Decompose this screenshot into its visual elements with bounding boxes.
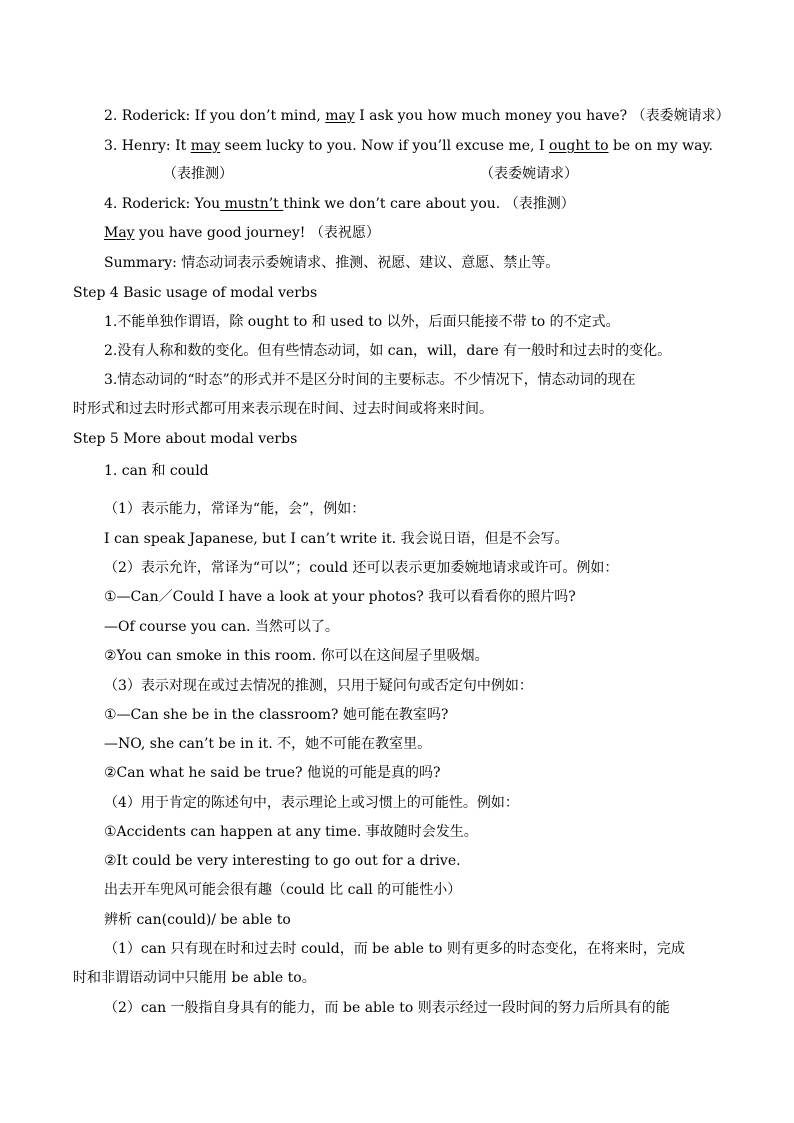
underlined-modal-mustnt: mustn’t [220,196,284,212]
text-line-6: Summary: 情态动词表示委婉请求、推测、祝愿、建议、意愿、禁止等。 [104,255,560,271]
text-line-3a: （表推测） [163,166,233,182]
text-line-16: （2）表示允许，常译为“可以”；could 还可以表示更加委婉地请求或许可。例如： [104,560,619,576]
section-heading-step5: Step 5 More about modal verbs [73,431,298,447]
text-line-31: （2）can 一般指自身具有的能力，而 be able to 则表示经过一段时间的努力后所具有的能 [104,1000,670,1016]
text-run: I ask you how much money you have? （表委婉请求） [354,108,730,124]
text-line-25: ①Accidents can happen at any time. 事故随时会发生。 [104,824,478,840]
text-line-30: 时和非谓语动词中只能用 be able to。 [73,970,316,986]
text-line-11: 时形式和过去时形式都可用来表示现在时间、过去时间或将来时间。 [73,401,493,417]
underlined-modal-may: may [190,138,221,154]
text-line-14: （1）表示能力，常译为“能，会”，例如： [104,501,366,517]
underlined-modal-ought-to: ought to [548,138,609,154]
text-line-1 [104,107,730,125]
text-line-15: I can speak Japanese, but I can’t write it. 我会说日语，但是不会写。 [104,531,569,547]
underlined-modal-may: May [104,225,135,241]
text-line-18: —Of course you can. 当然可以了。 [104,619,339,635]
text-line-3b: （表委婉请求） [480,166,578,182]
text-line-20: （3）表示对现在或过去情况的推测，只用于疑问句或否定句中例如： [104,678,533,694]
text-line-23: ②Can what he said be true? 他说的可能是真的吗? [104,765,441,781]
text-line-8: 1.不能单独作谓语，除 ought to 和 used to 以外，后面只能接不带 to 的不定式。 [104,314,620,330]
text-line-28: 辨析 can(could)/ be able to [104,912,291,928]
text-line-19: ②You can smoke in this room. 你可以在这间屋子里吸烟。 [104,648,489,664]
text-line-9: 2.没有人称和数的变化。但有些情态动词，如 can，will，dare 有一般时和过去时的变化。 [104,343,672,359]
text-line-26: ②It could be very interesting to go out for a drive. [104,853,461,869]
text-run: seem lucky to you. Now if you’ll excuse me, I [220,138,549,154]
text-line-13: 1. can 和 could [104,463,209,479]
underlined-modal-may: may [325,108,355,124]
text-line-27: 出去开车兜风可能会很有趣（could 比 call 的可能性小） [104,882,462,898]
text-line-5 [104,224,380,242]
text-run: think we don’t care about you. （表推测） [283,196,575,212]
text-line-21: ①—Can she be in the classroom? 她可能在教室吗? [104,707,449,723]
text-line-17: ①—Can／Could I have a look at your photos? 我可以看看你的照片吗? [104,589,576,605]
text-line-10: 3.情态动词的“时态”的形式并不是区分时间的主要标志。不少情况下，情态动词的现在 [104,372,636,388]
text-run: 3. Henry: It [104,138,191,154]
text-run: you have good journey! （表祝愿） [134,225,380,241]
text-line-22: —NO, she can’t be in it. 不，她不可能在教室里。 [104,736,432,752]
text-line-4 [104,195,575,213]
section-heading-step4: Step 4 Basic usage of modal verbs [73,285,318,301]
text-line-29: （1）can 只有现在时和过去时 could，而 be able to 则有更多的时态变化，在将来时，完成 [104,941,685,957]
text-run: 2. Roderick: If you don’t mind, [104,108,326,124]
text-run: 4. Roderick: You [104,196,221,212]
text-line-2 [104,137,713,155]
text-run: be on my way. [608,138,714,154]
text-line-24: （4）用于肯定的陈述句中，表示理论上或习惯上的可能性。例如： [104,795,519,811]
